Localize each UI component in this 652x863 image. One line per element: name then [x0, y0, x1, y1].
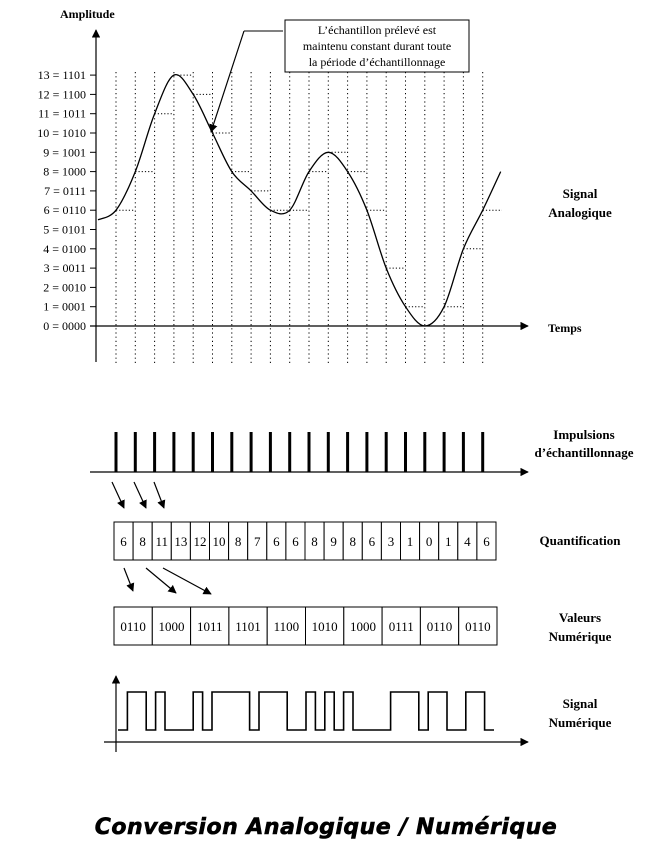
- quant-value: 8: [139, 534, 146, 549]
- quant-value: 4: [464, 534, 471, 549]
- quant-value: 8: [349, 534, 356, 549]
- y-tick-label: 13 = 1101: [37, 68, 86, 83]
- quant-value: 3: [387, 534, 395, 549]
- y-tick-label: 7 = 0111: [44, 183, 86, 198]
- amplitude-axis-label: Amplitude: [60, 7, 115, 21]
- y-tick-label: 12 = 1100: [37, 87, 86, 102]
- quant-value: 7: [254, 534, 261, 549]
- pulse-to-quant-arrow-1: [112, 482, 124, 508]
- y-tick-label: 4 = 0100: [43, 241, 86, 256]
- y-tick-label: 3 = 0011: [43, 261, 86, 276]
- value-text: 0111: [388, 619, 414, 634]
- quant-value: 10: [212, 534, 226, 549]
- analog-label-line-1: Signal: [562, 186, 598, 201]
- y-tick-label: 1 = 0001: [43, 299, 86, 314]
- annotation-line-1: L’échantillon prélevé est: [317, 23, 437, 37]
- footer-title: Conversion Analogique / Numérique: [94, 815, 558, 840]
- pulses-label-line-1: Impulsions: [553, 427, 615, 442]
- y-tick-label: 0 = 0000: [43, 319, 86, 333]
- pulse-group: [116, 432, 483, 472]
- quant-value: 6: [368, 534, 376, 549]
- value-text: 1000: [158, 619, 185, 634]
- value-cells: [114, 607, 497, 645]
- quant-value: 11: [155, 534, 169, 549]
- quant-to-value-arrow-1: [124, 568, 133, 591]
- y-tick-label: 2 = 0010: [43, 280, 86, 295]
- quant-value: 9: [330, 534, 337, 549]
- quant-to-value-arrow-2: [146, 568, 176, 593]
- annotation-line-3: la période d’échantillonnage: [308, 55, 446, 69]
- y-tick-label: 6 = 0110: [43, 203, 86, 218]
- value-text: 1100: [273, 619, 300, 634]
- pulse-to-quant-arrow-3: [154, 482, 164, 508]
- pulses-label-line-2: d’échantillonnage: [534, 445, 634, 460]
- analog-chart: [37, 7, 612, 364]
- quant-value: 6: [483, 534, 490, 549]
- value-text: 1000: [349, 619, 376, 634]
- quant-value: 1: [406, 534, 414, 549]
- quant-value: 6: [273, 534, 280, 549]
- pulse-to-quant-arrow-2: [134, 482, 146, 508]
- quant-value: 13: [174, 534, 188, 549]
- sampling-gridlines: [116, 72, 483, 364]
- y-tick-group: [37, 68, 96, 333]
- value-text: 1010: [311, 619, 338, 634]
- quant-value: 12: [193, 534, 207, 549]
- quant-value: 8: [234, 534, 242, 549]
- quant-cells: [114, 522, 496, 560]
- quant-value: 0: [425, 534, 433, 549]
- sample-hold-lines: [116, 75, 502, 326]
- sampling-pulses: [90, 427, 634, 508]
- quantification-row: [114, 522, 621, 594]
- time-axis-label: Temps: [548, 321, 582, 335]
- digital-signal: [104, 676, 612, 752]
- y-tick-label: 11 = 1011: [38, 106, 86, 121]
- digital-label-line-2: Numérique: [548, 715, 612, 730]
- quant-to-value-arrow-3: [163, 568, 211, 594]
- value-text: 0110: [465, 619, 491, 634]
- numeric-values-row: [114, 607, 612, 645]
- y-tick-label: 5 = 0101: [43, 222, 86, 237]
- y-tick-label: 10 = 1010: [37, 126, 86, 140]
- quant-value: 6: [120, 534, 127, 549]
- quant-value: 1: [445, 534, 452, 549]
- analog-label-line-2: Analogique: [548, 205, 612, 220]
- value-text: 0110: [426, 619, 453, 634]
- digital-label-line-1: Signal: [562, 696, 598, 711]
- annotation-arrow: [211, 31, 244, 132]
- value-text: 1011: [196, 619, 223, 634]
- values-label-line-1: Valeurs: [558, 610, 602, 625]
- value-text: 0110: [120, 619, 146, 634]
- quantification-label: Quantification: [539, 533, 621, 548]
- annotation-line-2: maintenu constant durant toute: [302, 39, 452, 53]
- quant-value: 8: [311, 534, 318, 549]
- y-tick-label: 8 = 1000: [43, 164, 86, 179]
- digital-waveform: [118, 692, 494, 730]
- quant-value: 6: [292, 534, 299, 549]
- y-tick-label: 9 = 1001: [43, 145, 86, 160]
- values-label-line-2: Numérique: [548, 629, 612, 644]
- analog-signal-curve: [98, 75, 501, 326]
- value-text: 1101: [235, 619, 261, 634]
